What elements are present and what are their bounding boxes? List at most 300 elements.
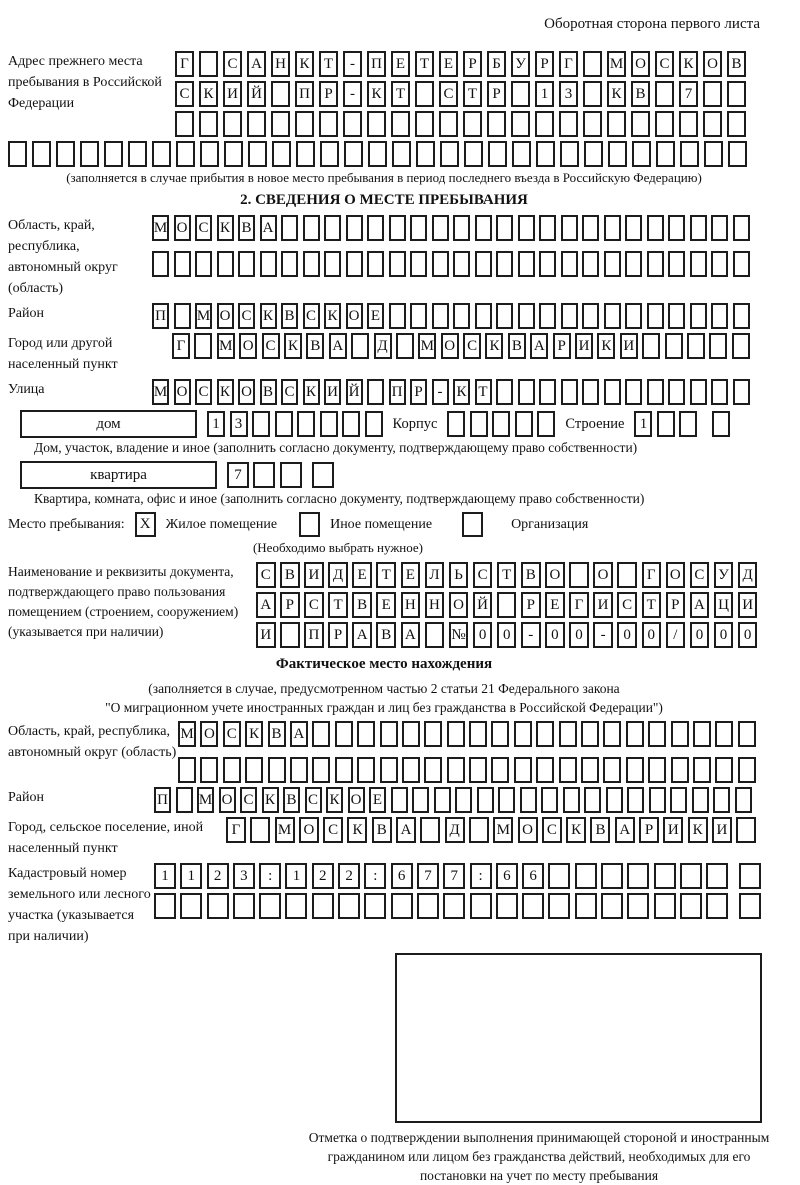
form-cell[interactable]: -	[432, 379, 449, 405]
form-cell[interactable]: А	[256, 592, 276, 618]
form-cell[interactable]	[655, 81, 674, 107]
form-cell[interactable]	[627, 893, 649, 919]
form-cell[interactable]: Д	[738, 562, 758, 588]
form-cell[interactable]: Т	[328, 592, 348, 618]
form-cell[interactable]	[346, 251, 363, 277]
form-cell[interactable]: В	[268, 721, 286, 747]
form-cell[interactable]	[357, 721, 375, 747]
form-cell[interactable]	[248, 141, 267, 167]
form-cell[interactable]: И	[324, 379, 341, 405]
form-cell[interactable]	[670, 787, 687, 813]
form-cell[interactable]	[194, 333, 212, 359]
form-cell[interactable]: М	[195, 303, 212, 329]
form-cell[interactable]	[415, 111, 434, 137]
form-cell[interactable]	[575, 863, 597, 889]
form-cell[interactable]	[539, 303, 556, 329]
form-cell[interactable]	[712, 411, 730, 437]
form-cell[interactable]	[496, 893, 518, 919]
form-cell[interactable]	[357, 757, 375, 783]
form-cell[interactable]: А	[690, 592, 710, 618]
form-cell[interactable]: Д	[374, 333, 392, 359]
form-cell[interactable]: 3	[559, 81, 578, 107]
form-cell[interactable]: А	[290, 721, 308, 747]
form-cell[interactable]	[617, 562, 637, 588]
form-cell[interactable]	[693, 757, 711, 783]
form-cell[interactable]	[668, 251, 685, 277]
form-cell[interactable]	[520, 787, 537, 813]
form-cell[interactable]	[671, 757, 689, 783]
form-cell[interactable]	[563, 787, 580, 813]
form-cell[interactable]: 7	[227, 462, 249, 488]
form-cell[interactable]: Е	[376, 592, 396, 618]
form-cell[interactable]: И	[575, 333, 593, 359]
form-cell[interactable]	[475, 303, 492, 329]
form-cell[interactable]	[535, 111, 554, 137]
form-cell[interactable]: К	[217, 379, 234, 405]
form-cell[interactable]	[410, 303, 427, 329]
form-cell[interactable]	[631, 111, 650, 137]
form-cell[interactable]: С	[262, 333, 280, 359]
form-cell[interactable]	[128, 141, 147, 167]
form-cell[interactable]: О	[217, 303, 234, 329]
form-cell[interactable]	[709, 333, 727, 359]
form-cell[interactable]	[496, 215, 513, 241]
form-cell[interactable]: 3	[233, 863, 255, 889]
form-cell[interactable]	[417, 893, 439, 919]
form-cell[interactable]: М	[178, 721, 196, 747]
form-cell[interactable]	[488, 141, 507, 167]
form-cell[interactable]: К	[566, 817, 586, 843]
form-cell[interactable]: А	[352, 622, 372, 648]
form-cell[interactable]	[367, 251, 384, 277]
form-cell[interactable]	[626, 757, 644, 783]
form-cell[interactable]: 7	[679, 81, 698, 107]
form-cell[interactable]: К	[324, 303, 341, 329]
form-cell[interactable]	[569, 562, 589, 588]
form-cell[interactable]	[581, 757, 599, 783]
form-cell[interactable]	[281, 251, 298, 277]
form-cell[interactable]: В	[508, 333, 526, 359]
form-cell[interactable]	[733, 379, 750, 405]
form-cell[interactable]	[152, 251, 169, 277]
form-cell[interactable]: С	[195, 215, 212, 241]
form-cell[interactable]: Г	[175, 51, 194, 77]
form-cell[interactable]: И	[256, 622, 276, 648]
form-cell[interactable]	[713, 787, 730, 813]
form-cell[interactable]: А	[329, 333, 347, 359]
form-cell[interactable]	[312, 757, 330, 783]
form-cell[interactable]	[440, 141, 459, 167]
form-cell[interactable]: Р	[639, 817, 659, 843]
form-cell[interactable]: Р	[521, 592, 541, 618]
form-cell[interactable]	[657, 411, 675, 437]
form-cell[interactable]	[475, 215, 492, 241]
form-cell[interactable]	[443, 893, 465, 919]
form-cell[interactable]	[487, 111, 506, 137]
form-cell[interactable]	[654, 863, 676, 889]
form-cell[interactable]: И	[738, 592, 758, 618]
form-cell[interactable]: Р	[410, 379, 427, 405]
form-cell[interactable]	[625, 303, 642, 329]
form-cell[interactable]: О	[200, 721, 218, 747]
form-cell[interactable]	[537, 411, 555, 437]
form-cell[interactable]	[603, 757, 621, 783]
form-cell[interactable]	[583, 51, 602, 77]
form-cell[interactable]: К	[347, 817, 367, 843]
form-cell[interactable]	[539, 379, 556, 405]
form-cell[interactable]	[647, 215, 664, 241]
form-cell[interactable]	[312, 462, 334, 488]
form-cell[interactable]: Г	[642, 562, 662, 588]
form-cell[interactable]	[470, 411, 488, 437]
form-cell[interactable]	[518, 303, 535, 329]
form-cell[interactable]: В	[280, 562, 300, 588]
form-cell[interactable]	[280, 462, 302, 488]
form-cell[interactable]: Д	[328, 562, 348, 588]
form-cell[interactable]	[324, 251, 341, 277]
form-cell[interactable]: Н	[425, 592, 445, 618]
form-cell[interactable]: 0	[738, 622, 758, 648]
form-cell[interactable]	[367, 379, 384, 405]
form-cell[interactable]	[176, 787, 193, 813]
form-cell[interactable]	[575, 893, 597, 919]
form-cell[interactable]	[281, 215, 298, 241]
form-cell[interactable]	[199, 51, 218, 77]
form-cell[interactable]	[654, 893, 676, 919]
form-cell[interactable]	[402, 721, 420, 747]
form-cell[interactable]	[380, 757, 398, 783]
form-cell[interactable]	[175, 111, 194, 137]
kvartira-box[interactable]: квартира	[20, 461, 217, 489]
form-cell[interactable]	[224, 141, 243, 167]
form-cell[interactable]: :	[259, 863, 281, 889]
form-cell[interactable]	[364, 893, 386, 919]
form-cell[interactable]: С	[473, 562, 493, 588]
form-cell[interactable]	[604, 303, 621, 329]
form-cell[interactable]	[391, 787, 408, 813]
form-cell[interactable]	[584, 141, 603, 167]
form-cell[interactable]	[335, 721, 353, 747]
form-cell[interactable]	[604, 379, 621, 405]
form-cell[interactable]	[496, 303, 513, 329]
form-cell[interactable]: И	[712, 817, 732, 843]
form-cell[interactable]: -	[521, 622, 541, 648]
form-cell[interactable]	[303, 251, 320, 277]
form-cell[interactable]	[692, 787, 709, 813]
form-cell[interactable]	[583, 111, 602, 137]
form-cell[interactable]	[727, 111, 746, 137]
form-cell[interactable]	[735, 787, 752, 813]
form-cell[interactable]	[601, 863, 623, 889]
form-cell[interactable]	[511, 111, 530, 137]
form-cell[interactable]: Н	[271, 51, 290, 77]
form-cell[interactable]: К	[262, 787, 279, 813]
form-cell[interactable]: О	[299, 817, 319, 843]
form-cell[interactable]	[104, 141, 123, 167]
form-cell[interactable]: С	[240, 787, 257, 813]
form-cell[interactable]	[320, 141, 339, 167]
form-cell[interactable]	[715, 721, 733, 747]
form-cell[interactable]	[491, 757, 509, 783]
form-cell[interactable]: А	[247, 51, 266, 77]
form-cell[interactable]: Д	[445, 817, 465, 843]
form-cell[interactable]	[606, 787, 623, 813]
form-cell[interactable]	[690, 379, 707, 405]
form-cell[interactable]	[604, 251, 621, 277]
form-cell[interactable]	[424, 757, 442, 783]
form-cell[interactable]: Р	[535, 51, 554, 77]
form-cell[interactable]: Г	[172, 333, 190, 359]
form-cell[interactable]	[412, 787, 429, 813]
form-cell[interactable]	[603, 721, 621, 747]
form-cell[interactable]	[648, 757, 666, 783]
form-cell[interactable]	[632, 141, 651, 167]
form-cell[interactable]: 1	[207, 411, 225, 437]
form-cell[interactable]	[690, 251, 707, 277]
form-cell[interactable]	[728, 141, 747, 167]
form-cell[interactable]: С	[256, 562, 276, 588]
form-cell[interactable]: Н	[401, 592, 421, 618]
form-cell[interactable]	[491, 721, 509, 747]
form-cell[interactable]: А	[530, 333, 548, 359]
form-cell[interactable]: 6	[496, 863, 518, 889]
form-cell[interactable]: П	[389, 379, 406, 405]
form-cell[interactable]	[271, 111, 290, 137]
form-cell[interactable]: 1	[154, 863, 176, 889]
form-cell[interactable]	[477, 787, 494, 813]
form-cell[interactable]: 0	[690, 622, 710, 648]
form-cell[interactable]	[711, 303, 728, 329]
form-cell[interactable]	[561, 251, 578, 277]
form-cell[interactable]	[518, 251, 535, 277]
form-cell[interactable]: О	[631, 51, 650, 77]
form-cell[interactable]	[469, 817, 489, 843]
form-cell[interactable]	[207, 893, 229, 919]
form-cell[interactable]: В	[306, 333, 324, 359]
form-cell[interactable]: Е	[401, 562, 421, 588]
form-cell[interactable]	[539, 251, 556, 277]
form-cell[interactable]: О	[238, 379, 255, 405]
form-cell[interactable]: С	[617, 592, 637, 618]
form-cell[interactable]	[671, 721, 689, 747]
form-cell[interactable]	[536, 757, 554, 783]
form-cell[interactable]	[32, 141, 51, 167]
form-cell[interactable]	[738, 757, 756, 783]
form-cell[interactable]: Й	[346, 379, 363, 405]
form-cell[interactable]: Ь	[449, 562, 469, 588]
form-cell[interactable]	[560, 141, 579, 167]
form-cell[interactable]	[410, 215, 427, 241]
form-cell[interactable]: О	[219, 787, 236, 813]
form-cell[interactable]	[297, 411, 315, 437]
form-cell[interactable]	[233, 893, 255, 919]
form-cell[interactable]	[668, 379, 685, 405]
form-cell[interactable]	[200, 757, 218, 783]
form-cell[interactable]	[152, 141, 171, 167]
form-cell[interactable]: Г	[559, 51, 578, 77]
form-cell[interactable]	[432, 251, 449, 277]
form-cell[interactable]	[514, 757, 532, 783]
form-cell[interactable]: Т	[376, 562, 396, 588]
form-cell[interactable]	[415, 81, 434, 107]
form-cell[interactable]	[335, 757, 353, 783]
form-cell[interactable]: К	[260, 303, 277, 329]
form-cell[interactable]: -	[343, 81, 362, 107]
form-cell[interactable]: 2	[338, 863, 360, 889]
form-cell[interactable]	[280, 622, 300, 648]
form-cell[interactable]	[668, 303, 685, 329]
form-cell[interactable]	[344, 141, 363, 167]
form-cell[interactable]: К	[303, 379, 320, 405]
form-cell[interactable]	[389, 215, 406, 241]
form-cell[interactable]: 0	[545, 622, 565, 648]
form-cell[interactable]: С	[303, 303, 320, 329]
form-cell[interactable]: С	[304, 592, 324, 618]
form-cell[interactable]	[680, 893, 702, 919]
form-cell[interactable]	[584, 787, 601, 813]
form-cell[interactable]: Б	[487, 51, 506, 77]
form-cell[interactable]	[391, 111, 410, 137]
form-cell[interactable]: К	[453, 379, 470, 405]
form-cell[interactable]	[259, 893, 281, 919]
form-cell[interactable]: О	[441, 333, 459, 359]
form-cell[interactable]	[338, 893, 360, 919]
form-cell[interactable]	[497, 592, 517, 618]
form-cell[interactable]	[559, 721, 577, 747]
form-cell[interactable]	[582, 251, 599, 277]
form-cell[interactable]	[541, 787, 558, 813]
form-cell[interactable]	[200, 141, 219, 167]
form-cell[interactable]: О	[239, 333, 257, 359]
form-cell[interactable]	[511, 81, 530, 107]
form-cell[interactable]: К	[688, 817, 708, 843]
form-cell[interactable]: О	[593, 562, 613, 588]
form-cell[interactable]	[680, 141, 699, 167]
form-cell[interactable]: С	[238, 303, 255, 329]
form-cell[interactable]: С	[655, 51, 674, 77]
form-cell[interactable]	[693, 721, 711, 747]
form-cell[interactable]: С	[195, 379, 212, 405]
form-cell[interactable]	[447, 411, 465, 437]
form-cell[interactable]	[548, 863, 570, 889]
form-cell[interactable]	[548, 893, 570, 919]
form-cell[interactable]: 0	[569, 622, 589, 648]
form-cell[interactable]	[733, 303, 750, 329]
form-cell[interactable]: М	[152, 215, 169, 241]
form-cell[interactable]	[447, 757, 465, 783]
form-cell[interactable]	[522, 893, 544, 919]
form-cell[interactable]	[647, 379, 664, 405]
form-cell[interactable]	[402, 757, 420, 783]
form-cell[interactable]: К	[485, 333, 503, 359]
form-cell[interactable]: №	[449, 622, 469, 648]
form-cell[interactable]	[80, 141, 99, 167]
form-cell[interactable]	[711, 251, 728, 277]
form-cell[interactable]	[174, 303, 191, 329]
form-cell[interactable]: :	[364, 863, 386, 889]
form-cell[interactable]	[703, 111, 722, 137]
form-cell[interactable]	[392, 141, 411, 167]
form-cell[interactable]	[604, 215, 621, 241]
form-cell[interactable]	[656, 141, 675, 167]
form-cell[interactable]	[679, 411, 697, 437]
form-cell[interactable]: В	[631, 81, 650, 107]
form-cell[interactable]	[498, 787, 515, 813]
form-cell[interactable]: 7	[417, 863, 439, 889]
form-cell[interactable]: О	[703, 51, 722, 77]
form-cell[interactable]	[410, 251, 427, 277]
form-cell[interactable]: О	[346, 303, 363, 329]
form-cell[interactable]	[439, 111, 458, 137]
form-cell[interactable]	[396, 333, 414, 359]
form-cell[interactable]: В	[521, 562, 541, 588]
form-cell[interactable]	[647, 251, 664, 277]
form-cell[interactable]	[453, 215, 470, 241]
form-cell[interactable]: -	[343, 51, 362, 77]
form-cell[interactable]	[704, 141, 723, 167]
form-cell[interactable]	[176, 141, 195, 167]
form-cell[interactable]: Т	[415, 51, 434, 77]
form-cell[interactable]: Т	[463, 81, 482, 107]
form-cell[interactable]	[199, 111, 218, 137]
form-cell[interactable]	[455, 787, 472, 813]
form-cell[interactable]: С	[439, 81, 458, 107]
form-cell[interactable]	[536, 141, 555, 167]
form-cell[interactable]	[732, 333, 750, 359]
form-cell[interactable]	[559, 757, 577, 783]
form-cell[interactable]: К	[367, 81, 386, 107]
form-cell[interactable]: В	[238, 215, 255, 241]
form-cell[interactable]	[434, 787, 451, 813]
form-cell[interactable]	[178, 757, 196, 783]
form-cell[interactable]: А	[260, 215, 277, 241]
form-cell[interactable]: И	[593, 592, 613, 618]
form-cell[interactable]	[320, 411, 338, 437]
form-cell[interactable]	[739, 863, 761, 889]
form-cell[interactable]	[195, 251, 212, 277]
form-cell[interactable]	[223, 757, 241, 783]
form-cell[interactable]: В	[283, 787, 300, 813]
form-cell[interactable]	[711, 379, 728, 405]
form-cell[interactable]	[690, 303, 707, 329]
form-cell[interactable]	[154, 893, 176, 919]
form-cell[interactable]	[561, 303, 578, 329]
form-cell[interactable]: В	[376, 622, 396, 648]
form-cell[interactable]: 3	[230, 411, 248, 437]
form-cell[interactable]	[312, 721, 330, 747]
form-cell[interactable]: В	[372, 817, 392, 843]
form-cell[interactable]	[736, 817, 756, 843]
form-cell[interactable]: Е	[439, 51, 458, 77]
form-cell[interactable]: О	[449, 592, 469, 618]
form-cell[interactable]: П	[304, 622, 324, 648]
org-checkbox[interactable]	[462, 512, 483, 537]
form-cell[interactable]	[275, 411, 293, 437]
form-cell[interactable]: К	[326, 787, 343, 813]
form-cell[interactable]: Ц	[714, 592, 734, 618]
form-cell[interactable]: 0	[714, 622, 734, 648]
form-cell[interactable]	[424, 721, 442, 747]
form-cell[interactable]	[679, 111, 698, 137]
form-cell[interactable]	[680, 863, 702, 889]
form-cell[interactable]: Р	[487, 81, 506, 107]
form-cell[interactable]: С	[223, 51, 242, 77]
form-cell[interactable]: 6	[522, 863, 544, 889]
form-cell[interactable]	[447, 721, 465, 747]
form-cell[interactable]: К	[199, 81, 218, 107]
form-cell[interactable]	[706, 863, 728, 889]
form-cell[interactable]	[470, 893, 492, 919]
